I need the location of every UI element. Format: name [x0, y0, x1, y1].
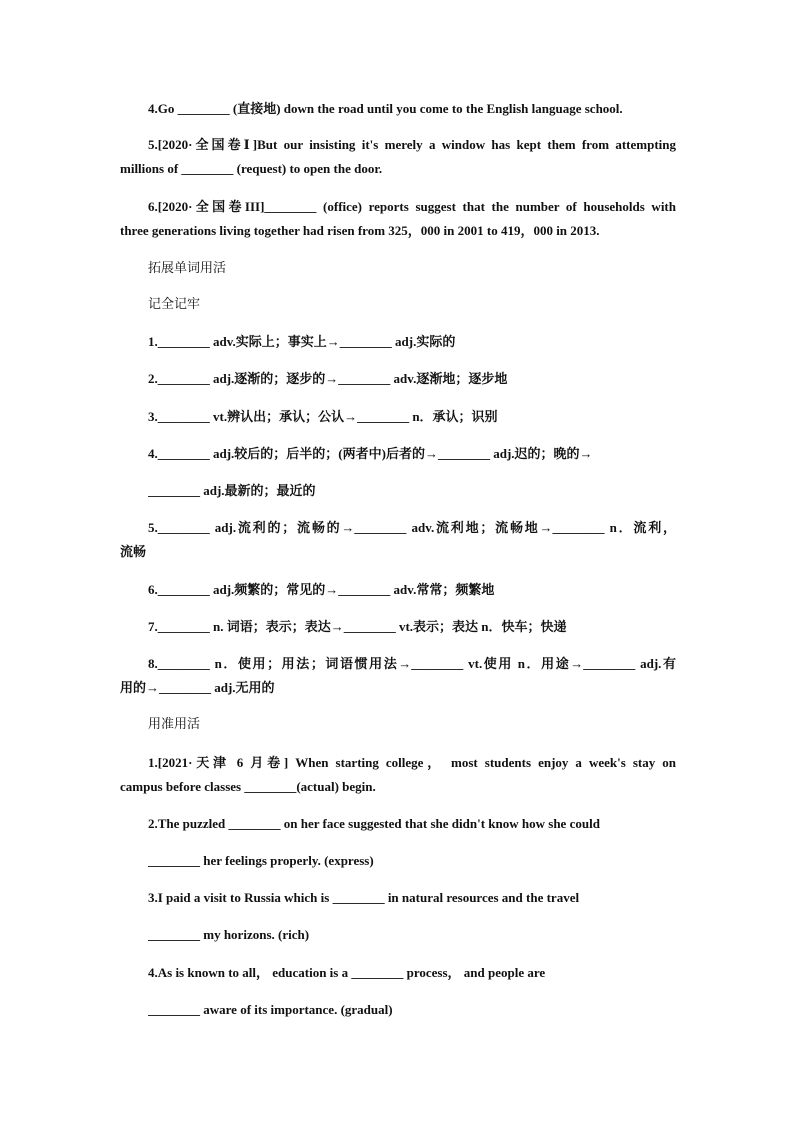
text-line: 3.________ vt.辨认出；承认；公认→________ n．承认；识别	[148, 409, 498, 424]
text-line: 4.________ adj.较后的；后半的；(两者中)后者的→________ adj.迟的；晚的→	[148, 446, 593, 461]
text-line: 2.The puzzled ________ on her face suggested that she didn't know how she could	[148, 816, 600, 831]
text-line: ________ aware of its importance. (gradual)	[148, 1002, 393, 1017]
text-line: 用的→________ adj.无用的	[120, 680, 275, 695]
text-line: ________ my horizons. (rich)	[148, 927, 310, 942]
text-line: 4.Go ________ (直接地) down the road until you come to the English language school.	[148, 101, 623, 116]
text-line: 8.________ n．使用；用法；词语惯用法→________ vt.使用 n．用途→________ adj.有	[148, 656, 676, 671]
text-line: ________ adj.最新的；最近的	[148, 483, 316, 498]
text-line: campus before classes ________(actual) begin.	[120, 779, 376, 794]
section-heading: 用准用活	[148, 717, 201, 732]
text-line: 5.[2020·全国卷Ⅰ]But our insisting it's merely a window has kept them from attempting	[148, 137, 676, 152]
text-line: ________ her feelings properly. (express)	[148, 853, 374, 868]
text-line: millions of ________ (request) to open the door.	[120, 161, 383, 176]
text-line: 4.As is known to all， education is a ________ process， and people are	[148, 965, 546, 980]
text-line: 5.________ adj.流利的；流畅的→________ adv.流利地；流畅地→________ n．流利，	[148, 520, 676, 535]
section-heading: 拓展单词用活	[148, 261, 227, 276]
text-line: 1.________ adv.实际上；事实上→________ adj.实际的	[148, 334, 456, 349]
text-line: 6.[2020·全国卷III]________ (office) reports suggest that the number of households with	[148, 199, 676, 214]
text-line: 3.I paid a visit to Russia which is ________ in natural resources and the travel	[148, 890, 580, 905]
text-line: 1.[2021·天津 6 月卷] When starting college， most students enjoy a week's stay on	[148, 755, 676, 770]
text-line: 流畅	[120, 544, 147, 559]
text-line: three generations living together had risen from 325，000 in 2001 to 419，000 in 2013.	[120, 223, 600, 238]
text-line: 7.________ n. 词语；表示；表达→________ vt.表示；表达 n．快车；快递	[148, 619, 567, 634]
section-heading: 记全记牢	[148, 297, 201, 312]
text-line: 6.________ adj.频繁的；常见的→________ adv.常常；频繁地	[148, 582, 495, 597]
text-line: 2.________ adj.逐渐的；逐步的→________ adv.逐渐地；逐步地	[148, 371, 508, 386]
